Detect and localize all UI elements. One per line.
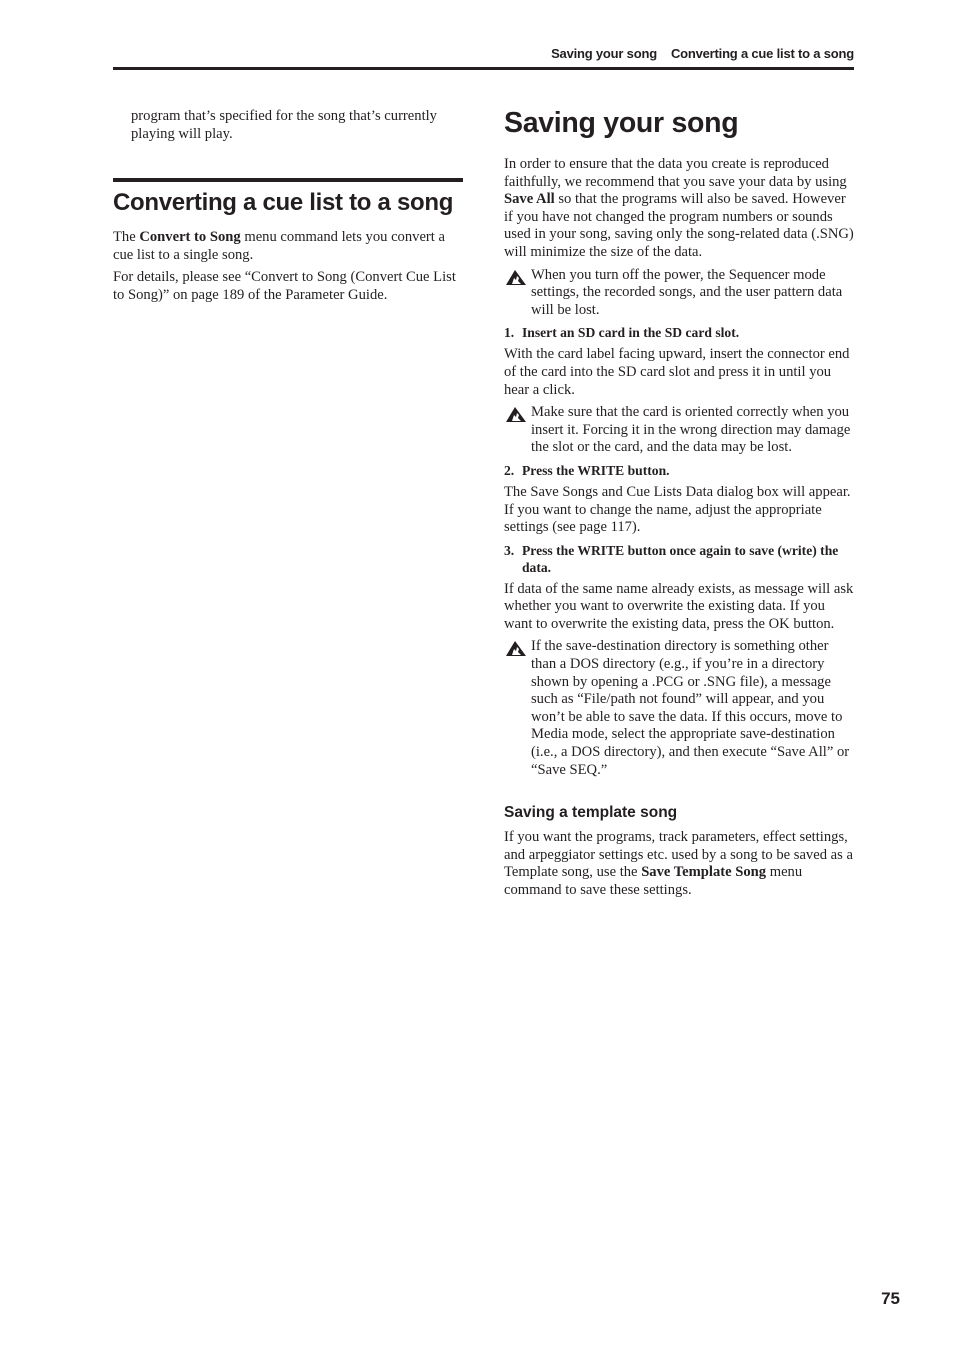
step-number: 3. (504, 542, 515, 558)
convert-paragraph (113, 229, 463, 264)
note-text: When you turn off the power, the Sequencer mode settings, the recorded songs, and the user pattern data will be lost. (531, 266, 843, 318)
save-all-bold: Save All (504, 191, 555, 208)
section-title: Converting a cue list to a song (113, 189, 454, 217)
step-3 (504, 542, 854, 576)
save-template-bold: Save Template Song (641, 864, 767, 881)
running-header (113, 46, 854, 66)
page-title: Saving your song (504, 107, 739, 139)
page-number: 75 (881, 1289, 900, 1308)
note-text: If the save-destination directory is something other than a DOS directory (e.g., if you’re in a directory shown by opening a .PCG or .SNG file), a message such as “File/path not found” will appear, and you won’t be able to save the data. If this occurs, move to Media mode, select the appropriate save-destination (i.e., a DOS directory), and then execute “Save All” or “Save SEQ.” (531, 638, 850, 778)
header-chapter: Converting a cue list to a song (670, 46, 854, 61)
step-text: Insert an SD card in the SD card slot. (522, 325, 740, 341)
step-number: 1. (504, 325, 515, 341)
header-rule (113, 67, 854, 70)
text-run: menu command lets you convert a cue list to a single song. (113, 229, 445, 263)
step-1-body: With the card label facing upward, insert the connector end of the card into the SD card slot and press it in until you hear a click. (504, 346, 850, 398)
caution-hand-icon (505, 269, 527, 286)
step-3-body: If data of the same name already exists, as message will ask whether you want to overwrite the existing data. If you want to overwrite the existing data, press the OK button. (504, 580, 854, 632)
text-run: In order to ensure that the data you create is reproduced faithfully, we recommend that you save your data by using (504, 156, 847, 190)
step-2-body: The Save Songs and Cue Lists Data dialog box will appear. If you want to change the name, adjust the appropriate settings (see page 117). (504, 483, 851, 536)
left-column (113, 108, 463, 305)
step-number: 2. (504, 462, 515, 478)
menu-command-bold: Convert to Song (139, 229, 241, 246)
step-1 (504, 324, 854, 341)
template-paragraph (504, 829, 854, 899)
details-paragraph: For details, please see “Convert to Song (Convert Cue List to Song)” on page 189 of the Parameter Guide. (113, 269, 456, 303)
caution-note (504, 267, 854, 320)
caution-note (504, 638, 854, 779)
caution-note (504, 404, 854, 457)
step-text: Press the WRITE button once again to save (write) the data. (522, 542, 839, 575)
text-run: menu command to save these settings. (504, 864, 803, 898)
text-run: If you want the programs, track parameters, effect settings, and arpeggiator settings etc. used by a song to be saved as a Template song, use the (504, 829, 853, 881)
step-2 (504, 462, 854, 479)
right-column (504, 104, 854, 900)
caution-hand-icon (505, 640, 527, 657)
intro-paragraph (504, 156, 854, 262)
text-run: The (113, 229, 140, 246)
caution-hand-icon (505, 406, 527, 423)
continued-text: program that’s specified for the song that’s currently playing will play. (131, 108, 437, 142)
note-text: Make sure that the card is oriented correctly when you insert it. Forcing it in the wrong direction may damage the slot or the card, and the data may be lost. (531, 404, 851, 456)
section-rule (113, 178, 463, 182)
subsection-title: Saving a template song (504, 804, 678, 822)
header-section: Saving your song (551, 46, 657, 61)
step-text: Press the WRITE button. (522, 462, 670, 478)
text-run: so that the programs will also be saved. However if you have not changed the program numbers or sounds used in your song, saving only the song-related data (.SNG) will minimize the size of the data. (504, 191, 854, 260)
